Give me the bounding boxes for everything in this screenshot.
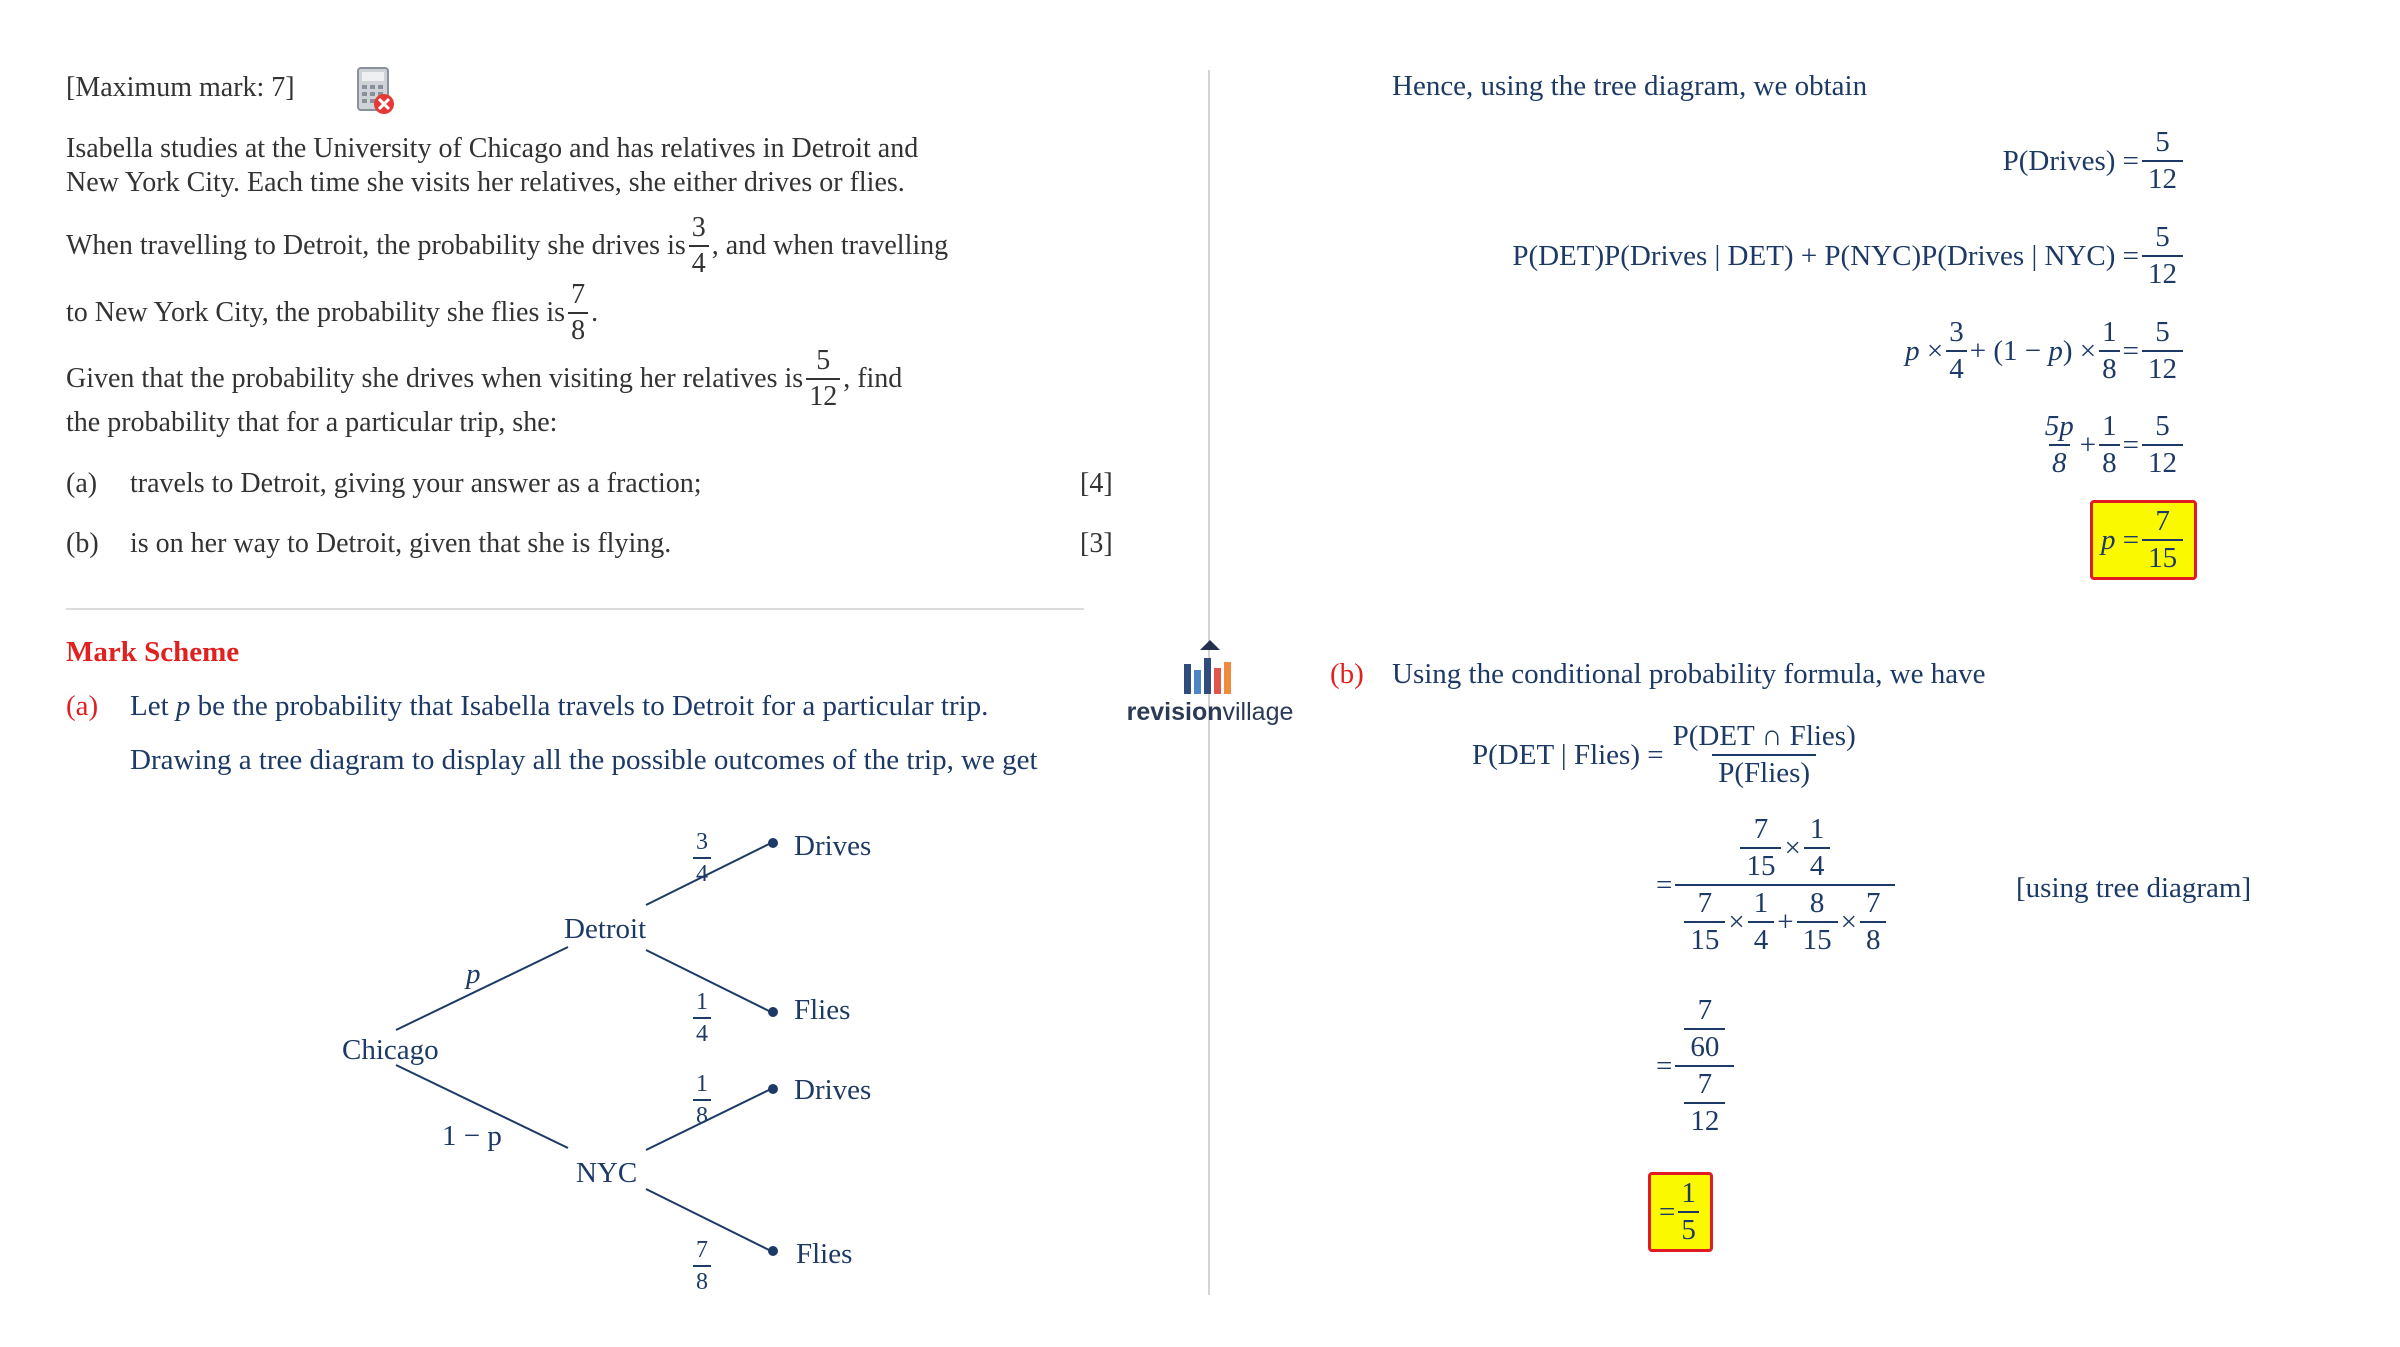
times: ×: [1840, 905, 1857, 938]
equation-substituted: [1905, 318, 2186, 384]
denominator: [1675, 1065, 1734, 1136]
fraction: [1684, 996, 1725, 1062]
numerator: 1: [1809, 813, 1825, 845]
fraction: [693, 830, 711, 886]
numerator: 1: [1681, 1177, 1696, 1209]
detroit-probability-line: [66, 214, 948, 278]
numerator: 3: [1949, 316, 1964, 348]
numerator: 1: [696, 1071, 708, 1097]
branch-prob-nyc-flies: [690, 1238, 714, 1294]
equals: =: [2122, 523, 2140, 556]
text: 1 − p: [442, 1120, 502, 1152]
text: + (1 −: [1969, 334, 2042, 367]
part-a-label: (a): [66, 468, 98, 499]
fraction: [2042, 412, 2077, 478]
tree-label-one-minus-p: [442, 1120, 502, 1153]
intro-line-2: New York City. Each time she visits her relatives, she either drives or flies.: [66, 167, 905, 198]
scheme-b-text: Using the conditional probability formula, we have: [1392, 658, 1986, 690]
numerator: 5p: [2044, 410, 2074, 442]
equation-simplified: [2039, 412, 2186, 478]
denominator: 12: [2142, 160, 2183, 194]
tree-node-detroit: Detroit: [564, 913, 647, 945]
denominator: 60: [1684, 1028, 1725, 1062]
numerator: [1675, 996, 1734, 1065]
fraction-three-quarters: [689, 214, 709, 278]
denominator: 8: [568, 312, 588, 345]
part-b-marks: [3]: [1080, 528, 1113, 559]
lhs: P(DET)P(Drives | DET) + P(NYC)P(Drives | NYC) =: [1512, 239, 2139, 272]
revision-village-logo: [1120, 638, 1300, 734]
lhs: P(DET | Flies) =: [1472, 738, 1664, 771]
numerator: 1: [2102, 410, 2117, 442]
conditional-simplified: [1656, 996, 1737, 1136]
numerator: 5: [2155, 316, 2170, 348]
part-b-text: is on her way to Detroit, given that she is flying.: [130, 528, 672, 559]
numerator: [1731, 815, 1839, 884]
equals: =: [2122, 334, 2139, 367]
denominator: 12: [2142, 350, 2183, 384]
text: , and when travelling: [711, 230, 949, 261]
max-mark: [Maximum mark: 7]: [66, 72, 295, 103]
part-b-label: (b): [66, 528, 99, 559]
branch-prob-detroit-flies: [690, 990, 714, 1046]
text: Let: [130, 690, 169, 722]
fraction: [2142, 128, 2183, 194]
nyc-probability-line: [66, 281, 598, 345]
numerator: 5: [2155, 126, 2170, 158]
numerator: 1: [1753, 887, 1769, 919]
branch-prob-detroit-drives: [674, 829, 730, 887]
plus: +: [2079, 428, 2097, 461]
numerator: 7: [1697, 1068, 1713, 1100]
fraction: [693, 1238, 711, 1294]
plus: +: [1777, 905, 1794, 938]
denominator: 8: [1860, 921, 1887, 955]
denominator: 8: [2099, 444, 2120, 478]
denominator: 4: [1748, 921, 1775, 955]
part-a-text: travels to Detroit, giving your answer as a fraction;: [130, 468, 702, 499]
numerator: P(DET ∩ Flies): [1672, 720, 1856, 752]
brand-suffix: village: [1222, 698, 1294, 726]
denominator: 8: [2099, 350, 2120, 384]
denominator: 12: [2142, 444, 2183, 478]
denominator: 4: [1946, 350, 1967, 384]
denominator: P(Flies): [1712, 754, 1816, 788]
denominator: [1675, 884, 1895, 955]
tree-diagram-note: [using tree diagram]: [2016, 872, 2252, 904]
leaf-dot: [768, 1084, 778, 1094]
conditional-formula: [1472, 722, 1865, 788]
denominator: 12: [806, 378, 840, 411]
fraction: [1748, 889, 1775, 955]
denominator: 12: [2142, 255, 2183, 289]
variable-p: p: [2048, 334, 2063, 367]
numerator: 5: [2155, 221, 2170, 253]
part-a-marks: [4]: [1080, 468, 1113, 499]
denominator: 4: [689, 245, 709, 278]
text: Given that the probability she drives when visiting her relatives is: [66, 363, 804, 394]
denominator: 8: [693, 1265, 711, 1294]
denominator: 8: [2049, 444, 2070, 478]
text: to New York City, the probability she flies is: [66, 297, 566, 328]
text: When travelling to Detroit, the probability she drives is: [66, 230, 686, 261]
denominator: 4: [693, 1017, 711, 1046]
fraction: [2099, 412, 2120, 478]
tree-label-p: p: [466, 958, 481, 990]
denominator: 12: [1684, 1102, 1725, 1136]
numerator: 7: [571, 279, 586, 310]
denominator: 4: [1804, 847, 1831, 881]
given-line: [66, 347, 902, 411]
numerator: 3: [691, 212, 706, 243]
text: ) ×: [2062, 334, 2097, 367]
fraction: [1678, 1179, 1699, 1245]
scheme-b-label: (b): [1330, 658, 1364, 690]
numerator: 7: [2155, 505, 2170, 537]
leaf-nyc-drives: Drives: [794, 1074, 872, 1106]
denominator: 15: [1740, 847, 1781, 881]
equals: =: [2122, 428, 2139, 461]
fraction: [693, 990, 711, 1046]
fraction-seven-eighths: [568, 281, 588, 345]
equation-total-probability: [1512, 223, 2186, 289]
fraction: [1860, 889, 1887, 955]
fraction: [2142, 412, 2183, 478]
calculator-not-allowed-icon: [356, 66, 396, 118]
leaf-dot: [768, 1007, 778, 1017]
mark-scheme-title: Mark Scheme: [66, 636, 240, 668]
answer-a-box: [2090, 500, 2197, 580]
equals: =: [1659, 1195, 1676, 1228]
logo-bars-icon: [1120, 638, 1300, 698]
fraction: [1740, 815, 1781, 881]
numerator: 8: [1809, 887, 1825, 919]
times: ×: [1728, 905, 1745, 938]
leaf-dot: [768, 838, 778, 848]
equals: =: [1656, 868, 1673, 901]
numerator: 7: [1753, 813, 1769, 845]
text: .: [591, 297, 599, 328]
denominator: 15: [2142, 539, 2183, 573]
intro-line-1: Isabella studies at the University of Chicago and has relatives in Detroit and: [66, 133, 919, 164]
numerator: 7: [1697, 887, 1713, 919]
fraction: [2099, 318, 2120, 384]
lhs: P(Drives) =: [2002, 144, 2139, 177]
brand-prefix: revision: [1126, 698, 1223, 726]
answer-b-box: [1648, 1172, 1713, 1252]
fraction: [1684, 1070, 1725, 1136]
denominator: 15: [1684, 921, 1725, 955]
text: , find: [843, 363, 903, 394]
denominator: 5: [1678, 1211, 1699, 1245]
leaf-detroit-drives: Drives: [794, 830, 872, 862]
denominator: 4: [693, 857, 711, 886]
fraction: [693, 1072, 711, 1128]
branch-chicago-detroit: [396, 947, 568, 1030]
variable-p: p: [2101, 523, 2116, 556]
fraction: [2142, 507, 2183, 573]
leaf-nyc-flies: Flies: [796, 1238, 853, 1270]
tree-node-nyc: NYC: [576, 1157, 638, 1189]
times: ×: [1926, 334, 1944, 367]
numerator: 1: [2102, 316, 2117, 348]
conditional-substituted: [1656, 815, 1898, 955]
scheme-a-line-2: Drawing a tree diagram to display all the possible outcomes of the trip, we get: [130, 744, 1038, 776]
branch-prob-nyc-drives: [690, 1072, 714, 1128]
fraction-five-twelfths: [806, 347, 840, 411]
denominator: 8: [693, 1099, 711, 1128]
text: be the probability that Isabella travels to Detroit for a particular trip.: [197, 690, 989, 722]
numerator: 7: [1865, 887, 1881, 919]
times: ×: [1784, 831, 1801, 864]
equals: =: [1656, 1049, 1673, 1082]
fraction: [2142, 318, 2183, 384]
leaf-detroit-flies: Flies: [794, 994, 851, 1026]
denominator: 15: [1797, 921, 1838, 955]
scheme-a-line-1: [130, 690, 988, 723]
fraction: [1684, 889, 1725, 955]
numerator: 7: [696, 1237, 708, 1263]
numerator: 7: [1697, 994, 1713, 1026]
compound-fraction: [1675, 815, 1895, 955]
fraction: [2142, 223, 2183, 289]
equation-p-drives: [2003, 128, 2186, 194]
numerator: 3: [696, 829, 708, 855]
fraction: [1804, 815, 1831, 881]
fraction: [1946, 318, 1967, 384]
divider: [66, 608, 1084, 610]
tree-node-chicago: Chicago: [342, 1034, 439, 1066]
compound-fraction: [1675, 996, 1734, 1136]
variable-p: p: [175, 690, 191, 722]
hence-line: Hence, using the tree diagram, we obtain: [1392, 70, 1868, 102]
fraction: [1667, 722, 1862, 788]
variable-p: p: [1905, 334, 1920, 367]
numerator: 5: [816, 345, 831, 376]
given-line-2: the probability that for a particular trip, she:: [66, 407, 558, 438]
numerator: 1: [696, 989, 708, 1015]
numerator: 5: [2155, 410, 2170, 442]
fraction: [1797, 889, 1838, 955]
scheme-a-label: (a): [66, 690, 99, 722]
leaf-dot: [768, 1246, 778, 1256]
